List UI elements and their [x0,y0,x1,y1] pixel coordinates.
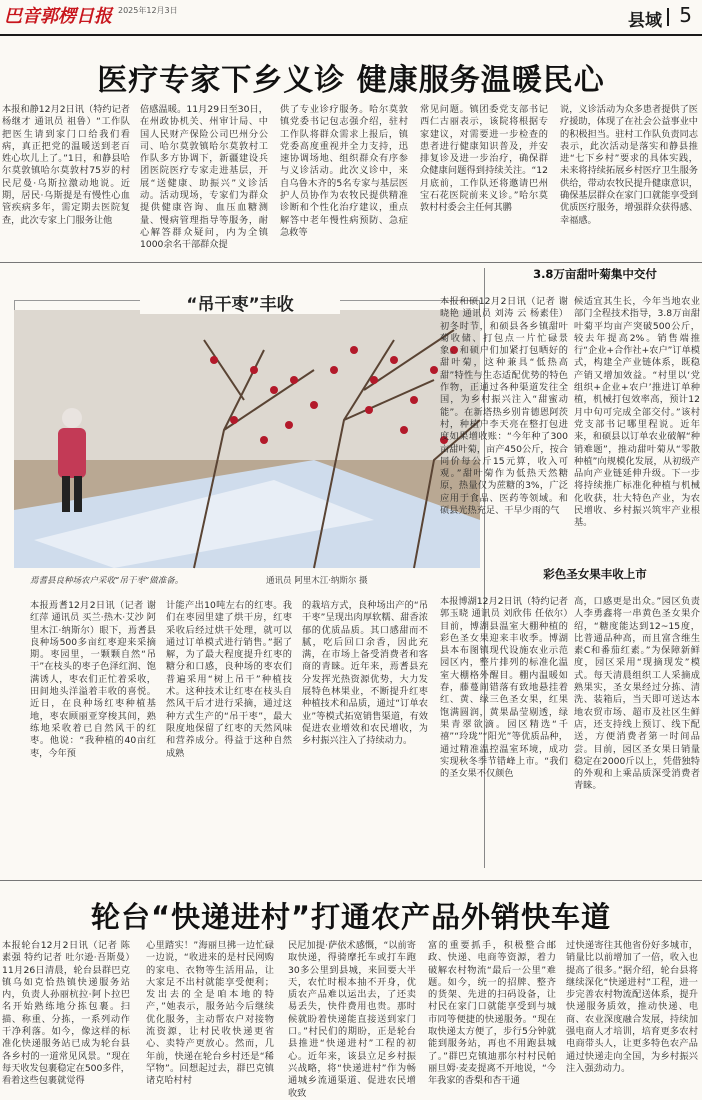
jujube-harvest-photo [14,310,480,568]
sidebar2-title: 彩色圣女果丰收上市 [543,567,647,581]
photo-caption: 焉耆县良种场农户采收“吊干枣”做准备。 [30,576,184,586]
sidebar2-col2: 高，口感更是出众。”园区负责人李勇鑫将一串黄色圣女果介绍，“糖度能达到12~15度，比普通品种高，而且富含维生素C和番茄红素。”为保障新鲜度，园区采用“现摘现发”模式。每天清晨组织工人采摘成熟果实，圣女果经过分拣、清洗、装箱后，当天即可送达本地农贸市场、超市及社区生鲜店，还支持线上预订、线下配送，方便消费者第一时间品尝。目前，园区圣女果日销量稳定在2000斤以上，凭借独特的外观和上乘品质深受消费者青睐。 [574,596,700,792]
page-number: 5 [679,3,692,27]
feature-col1: 本报焉耆12月2日讯（记者 谢红萍 通讯员 买兰·热木·艾沙 阿里木江·纳斯尔）眼下，焉耆县良种场500多亩红枣迎来采摘期。枣园里，一颗颗自然“吊干”在枝头的枣子色泽红润、饱满诱人，枣农们正忙着采收，田间地头洋溢着丰收的喜悦。近日，在良种场红枣种植基地，枣农顾丽亚穿梭其间，熟练地采收着已自然风干的红枣。他说：“我种植的40亩红枣，今年预 [30,600,156,759]
story2-col4: 富的重要抓手，积极整合邮政、快递、电商等资源，着力破解农村物流“最后一公里”难题。如今，统一的招牌、整齐的货架、先进的扫码设备，让村民在家门口就能享受到与城市同等便捷的快递服务。“现在取快递太方便了，步行5分钟就能到服务站，再也不用跑县城了。”群巴克镇迪那尔村村民帕丽旦姆·麦麦提离不开地说，“今年我家的香梨和杏干通 [428,940,556,1087]
sidebar1-title: 3.8万亩甜叶菊集中交付 [533,267,657,281]
photo-illustration [14,310,480,568]
story1-col1: 本报和静12月2日讯（特约记者 杨继才 通讯员 祖鲁）“工作队把医生请到家门口给我们看病，真正把党的温暖送到老百姓心坎儿上了。”1日，和静县哈尔莫敦镇哈尔莫敦村75岁的村民尼曼·乌斯拉激动地说。近期，居民·乌斯提是有慢性心血管疾病多年，需定期去医院复查，此次专家上门服务让他 [2,104,130,226]
section-rule [0,262,702,263]
section-rule [0,880,702,881]
section-name: 县域 [628,11,662,31]
story2-col5: 过快递寄往其他省份好多城市，销量比以前增加了一倍，收入也提高了很多。”据介绍，轮台县将继续深化“快递进村”工程，进一步完善农村物流配送体系，提升快递服务质效，推动快递、电商、农业深度融合发展，持续加强电商人才培训，培育更多农村电商带头人，让更多特色农产品通过快递走向全国，为乡村振兴注入强劲动力。 [566,940,698,1074]
story2-col3: 民尼加提·萨依术感慨，“以前寄取快递，得骑摩托车或打车跑30多公里到县城，来回要大半天，农忙时根本抽不开身，优质农产品难以运出去，了还卖易丢失，快件费用也贵。那时候就盼着快递能直接送到家门口。”村民们的期盼，正是轮台县推进“快递进村”工程的初心。近年来，该县立足乡村振兴战略，将“快递进村”作为畅通城乡流通渠道、促进农民增收致 [288,940,416,1099]
story1-col3: 供了专业诊疗服务。哈尔莫敦镇党委书记包志强介绍，驻村工作队将群众需求上报后，镇党委高度重视并全力支持，迅速协调场地、组织群众有序参与义诊活动。此次义诊中，来自乌鲁木齐的5名专家与基层医护人员协作为农牧民提供精准诊断和个性化治疗建议，重点解答中老年慢性病预防、急症急救等 [280,104,408,238]
story1-col2: 倍感温暖。11月29日至30日，在州政协机关、州审计局、中国人民财产保险公司巴州分公司、哈尔莫敦镇哈尔莫敦村工作队多方协调下，新疆建设兵团医院医疗专家走进基层，开展“送健康、助振兴”义诊活动。活动现场，专家们为群众提供健康咨询、血压血糖测量、慢病管理指导等服务，耐心解答群众疑问，内为全镇1000余名干部群众提 [140,104,268,251]
story2-col1: 本报轮台12月2日讯（记者 陈素强 特约记者 吐尔逊·吾斯曼）11月26日清晨，轮台县群巴克镇乌如克恰热镇快递服务站内，负责人孙丽杭拉·阿卜拉巴名开始熟练地分拣包裹。扫描、称重、分拣，一系列动作干净利落。如今，像这样的标准化快递服务站已成为轮台县各乡村的一道常见风景。“现在每天收发包裹稳定在500多件，看着这些包裹就觉得 [2,940,130,1087]
story1-col4: 常见问题。镇团委党支部书记西仁古丽表示，该院将根据专家建议，对需要进一步检查的患者进行健康知识普及，并安排复诊及进一步治疗，确保群众健康问题得到持续关注。“12月底前，工作队还将邀请巴州宝石花医院前来义诊。”哈尔莫敦村村委会主任何其鹏 [420,104,548,214]
sidebar1-col2: 候适宜其生长，今年当地农业部门全程技术指导，3.8万亩甜叶菊平均亩产突破500公斤，较去年提高2%。销售端推行“企业+合作社+农户”订单模式，构建全产业链体系，既稳产销又增加效益。“村里以‘党组织+企业+农户’推进订单种植，机械打包效率高，预计12月中旬可完成全部交付。”该村党支部书记哪里程说。近年来，和硕县以订单农业破解“种销难题”，推动甜叶菊从“零散种植”向规模化发展，从初级产品向产业链延伸升级。下一步将持续推广标准化种植与机械化收获，壮大特色产业，为农民增收、乡村振兴筑牢产业根基。 [574,296,700,529]
sidebar1-col1: 本报和硕12月2日讯（记者 谢晓艳 通讯员 刘涛 云 杨素佳）初冬时节，和硕县各乡镇甜叶菊收储、打包点一片忙碌景象。和硕户们加紧打包晒好的甜叶菊，这种兼具“低热高甜”特性与生态适配优势的特色作物，正通过各种渠道发往全国，为乡村振兴注入“甜蜜动能”。在新塔热乡别肯德恩阿茨村，种植户李天亮在整打包进度如果增收账：“今年种了300亩甜叶菊，亩产450公斤，按合同价每公斤15元算，收入可观。”甜叶菊作为低热天然糖原，热量仅为蔗糖的3%，广泛应用于食品、医药等领域。和硕县光热充足、干早少雨的气 [440,296,568,517]
sidebar2-col1: 本报博湖12月2日讯（特约记者 郭玉晓 通讯员 刘欣伟 任依尔）目前，博湖县温室大棚种植的彩色圣女果迎来丰收季。博湖县本布图镇现代设施农业示范园区内，整片排列的标准化温室大棚格外醒目。棚内温暖如春，藤蔓间错落有致地悬挂着红、黄、绿三色圣女果，红果饱满圆润，黄果晶莹剔透，绿果青翠欲滴。园区精选“千禧”“玲珑”“阳光”等优质品种，通过精准温控温室环境，成功实现秋冬季节错峰上市。“我们的圣女果不仅颜色 [440,596,568,780]
story2-headline: 轮台“快递进村”打通农产品外销快车道 [90,900,612,934]
story1-headline: 医疗专家下乡义诊 健康服务温暖民心 [97,63,605,98]
issue-date: 2025年12月3日 [118,6,178,15]
feature-col2: 计能产出10吨左右的红枣。我们在枣园里建了烘干房，红枣采收后经过烘干处理，就可以通过订单模式进行销售。”据了解，为了最大程度提升红枣的糖分和口感，良种场的枣农们普遍采用“树上吊干”种植技术。这种技术让红枣在枝头自然风干后才进行采摘，通过这种方式生产的“吊干枣”，最大限度地保留了红枣的天然风味和营养成分。得益于这种自然成熟 [166,600,292,759]
newspaper-logo: 巴音郭楞日报 [4,6,112,27]
feature-col3: 的栽培方式，良种场出产的“吊干枣”呈现出肉厚软糯、甜香浓郁的优质品质。其口感甜而不腻，吃后回口余香，因此充满，在市场上备受消费者和客商的青睐。近年来，焉耆县充分发挥光热资源优势，大力发展特色林果业，不断提升红枣种植技术和品质，通过“订单农业”等模式拓宽销售渠道，有效促进农业增效和农民增收，为乡村振兴注入了持续动力。 [302,600,428,747]
section-divider [667,8,669,26]
photo-credit: 通讯员 阿里木江·纳斯尔 摄 [266,576,368,586]
story2-col2: 心里踏实！”海丽旦拂一边忙碌一边说，“收进来的是村民网购的家电、衣物等生活用品，让大家足不出村就能享受便利；发出去的全是咱本地的特产，”她表示，服务站今后继续优化服务，主动帮农户对接物流资源，让村民收快递更省心、卖特产更放心。然而，几年前，快递在轮台乡村还是“稀罕物”。回想起过去，群巴克镇诸克哈村村 [146,940,274,1087]
story1-col5: 说，义诊活动为众多患者提供了医疗援助，体现了在社会公益事业中的积极担当。驻村工作队负责同志表示，此次活动是落实和静县推进“七下乡村”要求的具体实践，未来将持续拓展乡村医疗卫生服务供给，带动农牧民提升健康意识，确保基层群众在家门口就能享受到优质医疗服务，增强群众获得感、幸福感。 [560,104,698,226]
feature-title: “吊干枣”丰收 [140,290,340,314]
